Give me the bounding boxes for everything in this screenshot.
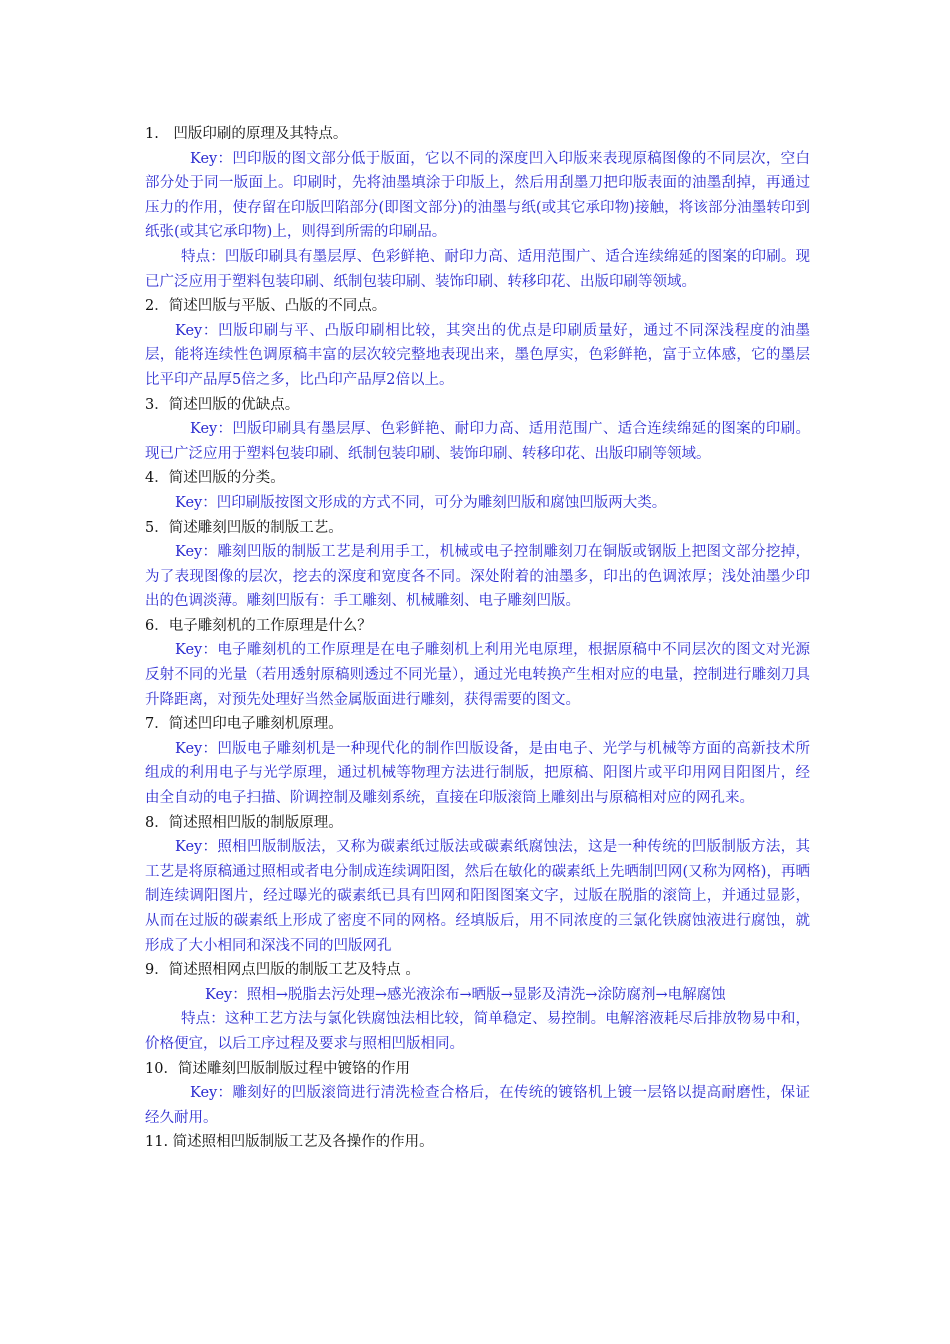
answer-3: Key：凹版印刷具有墨层厚、色彩鲜艳、耐印力高、适用范围广、适合连续绵延的图案的印刷。现已广泛应用于塑料包装印刷、纸制包装印刷、装饰印刷、转移印花、出版印刷等领域。 <box>145 421 810 462</box>
question-7: 7．简述凹印电子雕刻机原理。 <box>145 716 343 733</box>
question-1: 1. 凹版印刷的原理及其特点。 <box>145 126 348 142</box>
answer-1-features: 特点：凹版印刷具有墨层厚、色彩鲜艳、耐印力高、适用范围广、适合连续绵延的图案的印刷。现已广泛应用于塑料包装印刷、纸制包装印刷、装饰印刷、转移印花、出版印刷等领域。 <box>145 248 810 290</box>
document-body <box>145 122 810 1155</box>
answer-1-key: Key：凹印版的图文部分低于版面，它以不同的深度凹入印版来表现原稿图像的不同层次，空白部分处于同一版面上。印刷时，先将油墨填涂于印版上，然后用刮墨刀把印版表面的油墨刮掉，再通过压力的作用，使存留在印版凹陷部分(即图文部分)的油墨与纸(或其它承印物)接触，将该部分油墨转印到纸张(或其它承印物)上，则得到所需的印刷品。 <box>145 150 810 241</box>
question-10: 10．简述雕刻凹版制版过程中镀铬的作用 <box>145 1060 410 1077</box>
question-9: 9．简述照相网点凹版的制版工艺及特点 。 <box>145 962 420 979</box>
answer-8: Key：照相凹版制版法，又称为碳素纸过版法或碳素纸腐蚀法，这是一种传统的凹版制版方法，其工艺是将原稿通过照相或者电分制成连续调阳图，然后在敏化的碳素纸上先晒制凹网(又称为网格)，再晒制连续调阳图片，经过曝光的碳素纸已具有凹网和阳图图案文字，过版在脱脂的滚筒上，并通过显影，从而在过版的碳素纸上形成了密度不同的网格。经填版后，用不同浓度的三氯化铁腐蚀液进行腐蚀，就形成了大小相同和深浅不同的凹版网孔 <box>145 839 810 954</box>
question-8: 8．简述照相凹版的制版原理。 <box>145 814 343 831</box>
answer-6: Key：电子雕刻机的工作原理是在电子雕刻机上利用光电原理，根据原稿中不同层次的图文对光源反射不同的光量（若用透射原稿则透过不同光量），通过光电转换产生相对应的电量，控制进行雕刻刀具升降距离，对预先处理好当然金属版面进行雕刻，获得需要的图文。 <box>145 642 810 708</box>
question-6: 6．电子雕刻机的工作原理是什么？ <box>145 617 372 634</box>
answer-10: Key：雕刻好的凹版滚筒进行清洗检查合格后，在传统的镀铬机上镀一层铬以提高耐磨性，保证经久耐用。 <box>145 1085 810 1126</box>
question-11: 11. 简述照相凹版制版工艺及各操作的作用。 <box>145 1134 434 1151</box>
answer-2: Key：凹版印刷与平、凸版印刷相比较，其突出的优点是印刷质量好，通过不同深浅程度的油墨层，能将连续性色调原稿丰富的层次较完整地表现出来，墨色厚实，色彩鲜艳，富于立体感，它的墨层比平印产品厚5倍之多，比凸印产品厚2倍以上。 <box>145 322 810 388</box>
answer-5: Key：雕刻凹版的制版工艺是利用手工，机械或电子控制雕刻刀在铜版或钢版上把图文部分挖掉，为了表现图像的层次，挖去的深度和宽度各不同。深处附着的油墨多，印出的色调浓厚；浅处油墨少印出的色调淡薄。雕刻凹版有：手工雕刻、机械雕刻、电子雕刻凹版。 <box>145 544 810 610</box>
answer-9-features: 特点：这种工艺方法与氯化铁腐蚀法相比较，简单稳定、易控制。电解溶液耗尽后排放物易中和，价格便宜，以后工序过程及要求与照相凹版相同。 <box>145 1011 810 1052</box>
question-3: 3．简述凹版的优缺点。 <box>145 396 300 413</box>
answer-7: Key：凹版电子雕刻机是一种现代化的制作凹版设备，是由电子、光学与机械等方面的高新技术所组成的利用电子与光学原理，通过机械等物理方法进行制版，把原稿、阳图片或平印用网目阳图片，经由全自动的电子扫描、阶调控制及雕刻系统，直接在印版滚筒上雕刻出与原稿相对应的网孔来。 <box>145 740 810 807</box>
answer-4: Key：凹印刷版按图文形成的方式不同，可分为雕刻凹版和腐蚀凹版两大类。 <box>175 494 667 511</box>
question-4: 4．简述凹版的分类。 <box>145 470 285 487</box>
question-2: 2．简述凹版与平版、凸版的不同点。 <box>145 298 387 315</box>
question-5: 5．简述雕刻凹版的制版工艺。 <box>145 519 343 536</box>
answer-9-key: Key：照相→脱脂去污处理→感光液涂布→晒版→显影及清洗→涂防腐剂→电解腐蚀 <box>205 986 726 1003</box>
